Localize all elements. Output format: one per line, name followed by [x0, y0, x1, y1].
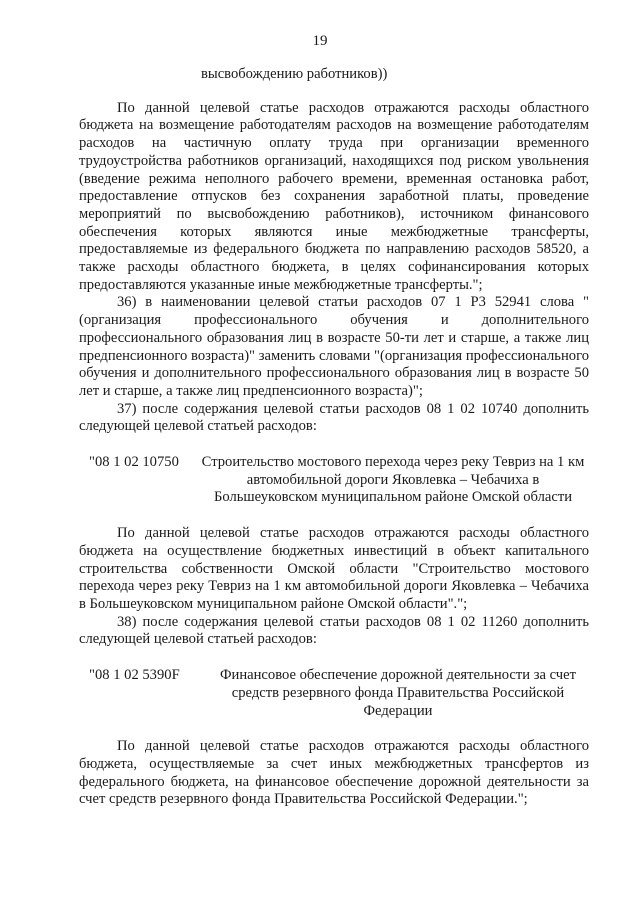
entry-title: Финансовое обеспечение дорожной деятельности за счет средств резервного фонда Правительства Российской Федерации — [219, 667, 576, 719]
entry-code: "08 1 02 10750 — [89, 454, 179, 471]
paragraph-item-38: 38) после содержания целевой статьи расходов 08 1 02 11260 дополнить следующей целевой статьей расходов: — [79, 613, 589, 648]
document-body — [79, 66, 589, 809]
entry-code: "08 1 02 5390F — [89, 667, 180, 684]
paragraph-description-5390F: По данной целевой статье расходов отражаются расходы областного бюджета, осуществляемые за счет иных межбюджетных трансфертов из федерального бюджета, на финансовое обеспечение дорожной деятельности за счет средств резервного фонда Правительства Российской Федерации."; — [79, 738, 589, 808]
paragraph-item-36: 36) в наименовании целевой статьи расходов 07 1 Р3 52941 слова "(организация профессионального обучения и дополнительного профессионального образования лиц в возрасте 50-ти лет и старше, а также лиц предпенсионного возраста)" заменить словами "(организация профессионального обучения и дополнительного профессионального образования лиц в возрасте 50 лет и старше, а также лиц предпенсионного возраста)"; — [79, 294, 589, 399]
continued-text: высвобождению работников)) — [201, 66, 388, 82]
entry-title: Строительство мостового перехода через реку Тевриз на 1 км автомобильной дороги Яковлевка – Чебачиха в Большеуковском муниципальном районе Омской области — [201, 454, 585, 506]
paragraph-description-10750: По данной целевой статье расходов отражаются расходы областного бюджета на осуществление бюджетных инвестиций в объект капитального строительства собственности Омской области "Строительство мостового перехода через реку Тевриз на 1 км автомобильной дороги Яковлевка – Чебачиха в Большеуковском муниципальном районе Омской области"."; — [79, 525, 589, 612]
budget-entry-08-1-02-5390F — [79, 667, 589, 720]
paragraph-description-58520: По данной целевой статье расходов отражаются расходы областного бюджета на возмещение работодателям расходов на возмещение работодателям расходов на частичную оплату труда при организации временного трудоустройства работников организаций, находящихся под риском увольнения (введение режима неполного рабочего времени, временная остановка работ, предоставление отпусков без сохранения заработной платы, проведение мероприятий по высвобождению работников), источником финансового обеспечения которых являются иные межбюджетные трансферты, предоставляемые из федерального бюджета по направлению расходов 58520, а также расходы областного бюджета, в целях софинансирования которых предоставляются указанные иные межбюджетные трансферты."; — [79, 99, 589, 293]
page-number: 19 — [312, 33, 328, 49]
paragraph-item-37: 37) после содержания целевой статьи расходов 08 1 02 10740 дополнить следующей целевой статьей расходов: — [79, 400, 589, 435]
budget-entry-08-1-02-10750 — [79, 454, 589, 507]
